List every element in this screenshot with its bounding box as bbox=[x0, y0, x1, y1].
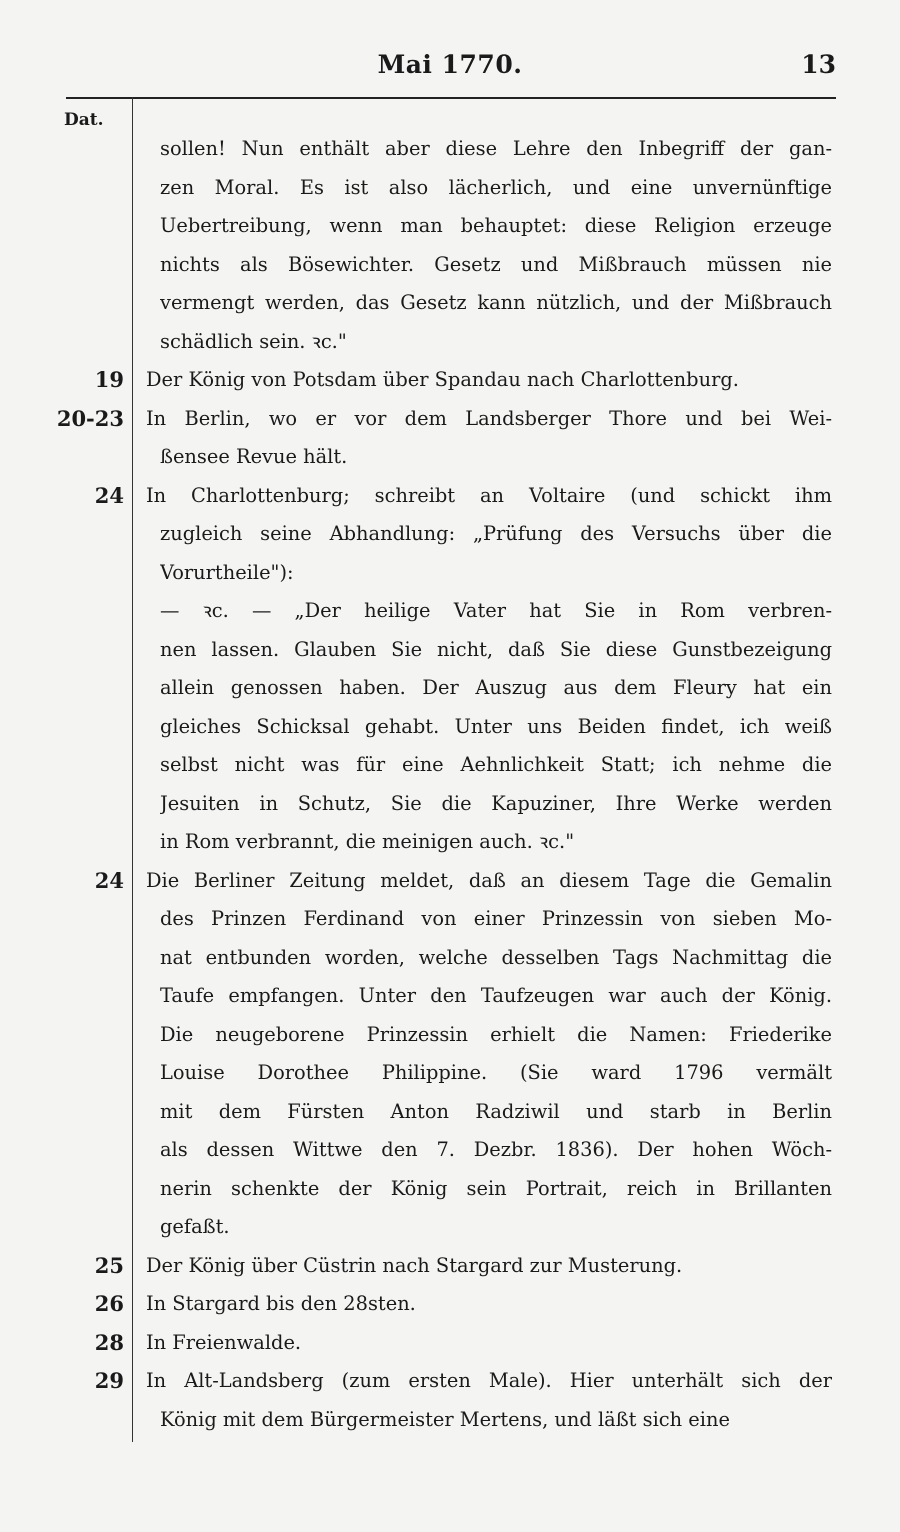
entry-date: 28 bbox=[94, 1329, 124, 1355]
entry-text-line: vermengt werden, das Gesetz kann nützlich, und der Mißbrauch bbox=[160, 291, 832, 314]
entry-text-line: Uebertreibung, wenn man behauptet: diese Religion erzeuge bbox=[160, 214, 832, 237]
entry-date: 25 bbox=[94, 1252, 124, 1278]
entry-date: 20-23 bbox=[56, 405, 124, 431]
entry-text-line: zugleich seine Abhandlung: „Prüfung des Versuchs über die bbox=[160, 522, 832, 545]
entry-text-line: In Freienwalde. bbox=[146, 1330, 302, 1354]
entry-text-line: Vorurtheile"): bbox=[160, 560, 294, 584]
entry-text-line: Der König über Cüstrin nach Stargard zur Musterung. bbox=[146, 1253, 683, 1277]
entry-text-line: In Stargard bis den 28sten. bbox=[146, 1292, 416, 1315]
entry-text-line: Die Berliner Zeitung meldet, daß an diesem Tage die Gemalin bbox=[146, 868, 832, 892]
entry-date: 24 bbox=[94, 867, 124, 893]
entry-text-line: schädlich sein. ꝛc." bbox=[160, 329, 347, 353]
entry-text-line: Taufe empfangen. Unter den Taufzeugen war auch der König. bbox=[160, 984, 832, 1007]
entry-text-line: Jesuiten in Schutz, Sie die Kapuziner, Ihre Werke werden bbox=[160, 791, 832, 815]
entry-text-line: nat entbunden worden, welche desselben Tags Nachmittag die bbox=[160, 945, 832, 969]
entry-text-line: zen Moral. Es ist also lächerlich, und eine unvernünftige bbox=[160, 175, 832, 199]
entry-text-line: selbst nicht was für eine Aehnlichkeit Statt; ich nehme die bbox=[160, 753, 832, 776]
entry-text-line: in Rom verbrannt, die meinigen auch. ꝛc." bbox=[160, 830, 575, 853]
entry-text-line: als dessen Wittwe den 7. Dezbr. 1836). Der hohen Wöch- bbox=[160, 1138, 832, 1161]
entry-text-line: nen lassen. Glauben Sie nicht, daß Sie diese Gunstbezeigung bbox=[160, 637, 832, 661]
entry-text-line: In Charlottenburg; schreibt an Voltaire (und schickt ihm bbox=[146, 483, 832, 507]
entry-text-line: — ꝛc. — „Der heilige Vater hat Sie in Rom verbren- bbox=[160, 599, 832, 622]
entry-text-line: gleiches Schicksal gehabt. Unter uns Beiden findet, ich weiß bbox=[160, 714, 832, 738]
date-column-rule bbox=[132, 97, 133, 1442]
entry-text-line: mit dem Fürsten Anton Radziwil und starb in Berlin bbox=[160, 1099, 832, 1123]
entry-text-line: sollen! Nun enthält aber diese Lehre den Inbegriff der gan- bbox=[160, 137, 832, 160]
entry-text-line: gefaßt. bbox=[160, 1215, 230, 1238]
header-rule bbox=[66, 97, 836, 99]
entry-text-line: nichts als Bösewichter. Gesetz und Mißbrauch müssen nie bbox=[160, 252, 832, 276]
entry-text-line: In Berlin, wo er vor dem Landsberger Thore und bei Wei- bbox=[146, 406, 832, 430]
entry-text-line: König mit dem Bürgermeister Mertens, und läßt sich eine bbox=[160, 1407, 730, 1431]
entry-text-line: Louise Dorothee Philippine. (Sie ward 1796 vermält bbox=[160, 1061, 832, 1084]
entry-date: 26 bbox=[94, 1291, 124, 1316]
entry-text-line: In Alt-Landsberg (zum ersten Male). Hier unterhält sich der bbox=[146, 1369, 832, 1392]
entry-text-line: Die neugeborene Prinzessin erhielt die Namen: Friederike bbox=[160, 1022, 832, 1046]
entry-text-line: allein genossen haben. Der Auszug aus dem Fleury hat ein bbox=[160, 676, 832, 699]
entry-text-line: Der König von Potsdam über Spandau nach Charlottenburg. bbox=[146, 368, 739, 391]
entry-text-line: ßensee Revue hält. bbox=[160, 445, 348, 468]
date-column-label: Dat. bbox=[64, 110, 104, 130]
entry-date: 24 bbox=[94, 482, 124, 508]
page-number: 13 bbox=[801, 50, 836, 79]
running-header-title: Mai 1770. bbox=[377, 50, 523, 79]
entry-text-line: des Prinzen Ferdinand von einer Prinzessin von sieben Mo- bbox=[160, 907, 832, 930]
entry-date: 29 bbox=[94, 1368, 124, 1393]
entry-date: 19 bbox=[94, 367, 124, 392]
entry-text-line: nerin schenkte der König sein Portrait, reich in Brillanten bbox=[160, 1176, 832, 1200]
